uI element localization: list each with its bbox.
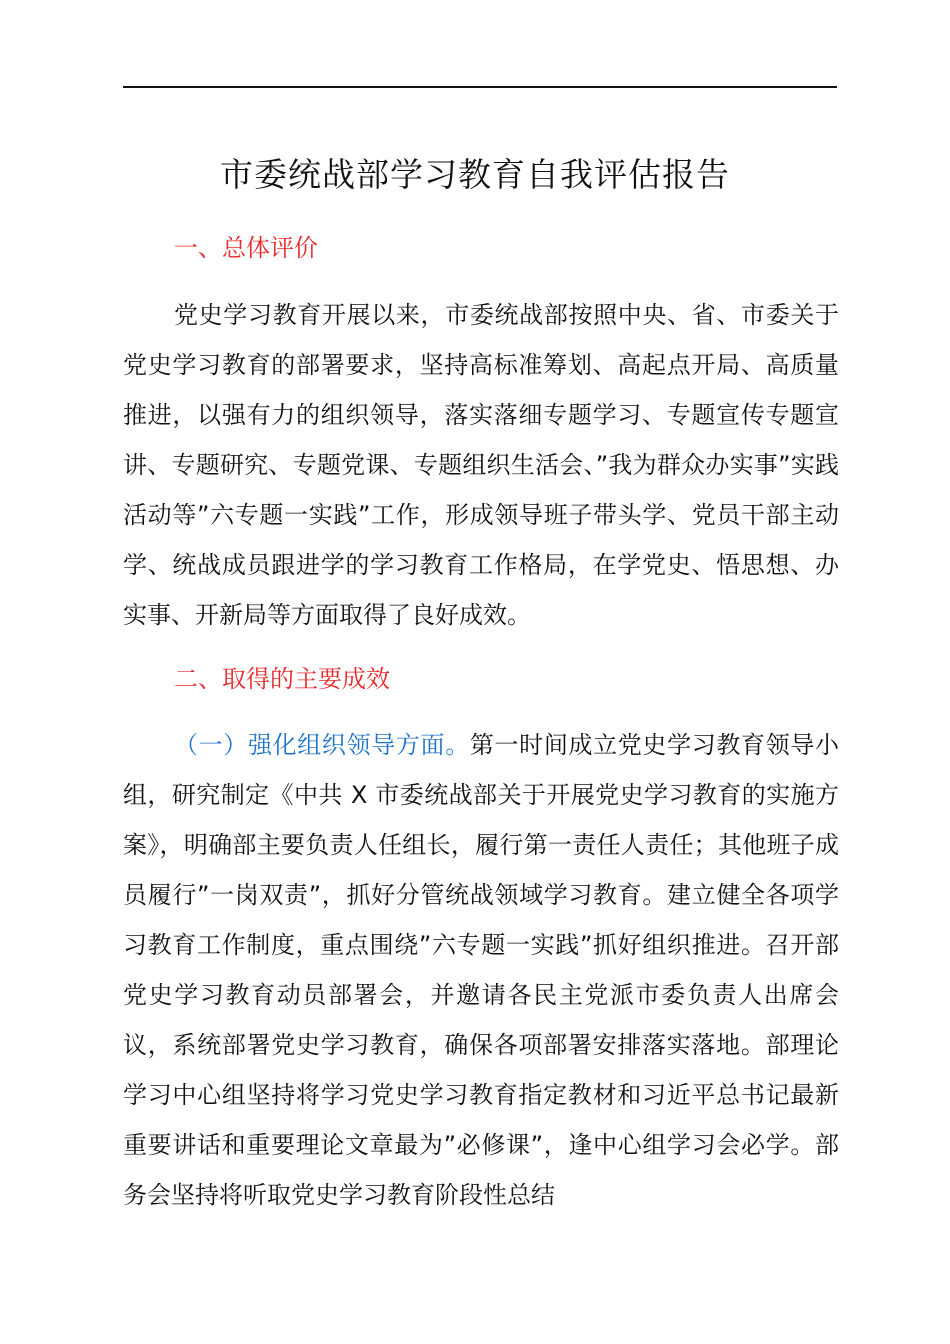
section-paragraph-overall-evaluation: 党史学习教育开展以来，市委统战部按照中央、省、市委关于党史学习教育的部署要求，坚持高标准筹划、高起点开局、高质量推进，以强有力的组织领导，落实落细专题学习、专题宣传专题宣讲、专题研究、专题党课、专题组织生活会、”我为群众办实事”实践活动等”六专题一实践”工作，形成领导班子带头学、党员干部主动学、统战成员跟进学的学习教育工作格局，在学党史、悟思想、办实事、开新局等方面取得了良好成效。	[123, 301, 839, 629]
header-rule	[123, 86, 837, 88]
subsection-body-organization-leadership: 第一时间成立党史学习教育领导小组，研究制定《中共 X 市委统战部关于开展党史学习教育的实施方案》，明确部主要负责人任组长，履行第一责任人责任；其他班子成员履行”一岗双责”，抓好分管统战领域学习教育。建立健全各项学习教育工作制度，重点围绕”六专题一实践”抓好组织推进。召开部党史学习教育动员部署会，并邀请各民主党派市委负责人出席会议，系统部署党史学习教育，确保各项部署安排落实落地。部理论学习中心组坚持将学习党史学习教育指定教材和习近平总书记最新重要讲话和重要理论文章最为”必修课”，逢中心组学习会必学。部务会坚持将听取党史学习教育阶段性总结	[123, 731, 840, 1209]
section-heading-overall-evaluation: 一、总体评价	[174, 234, 318, 262]
document-title: 市委统战部学习教育自我评估报告	[220, 155, 730, 194]
section-paragraph-organization-leadership	[123, 720, 839, 1220]
section-heading-main-achievements: 二、取得的主要成效	[174, 665, 390, 693]
subsection-heading-organization-leadership: （一）强化组织领导方面。	[174, 731, 470, 759]
